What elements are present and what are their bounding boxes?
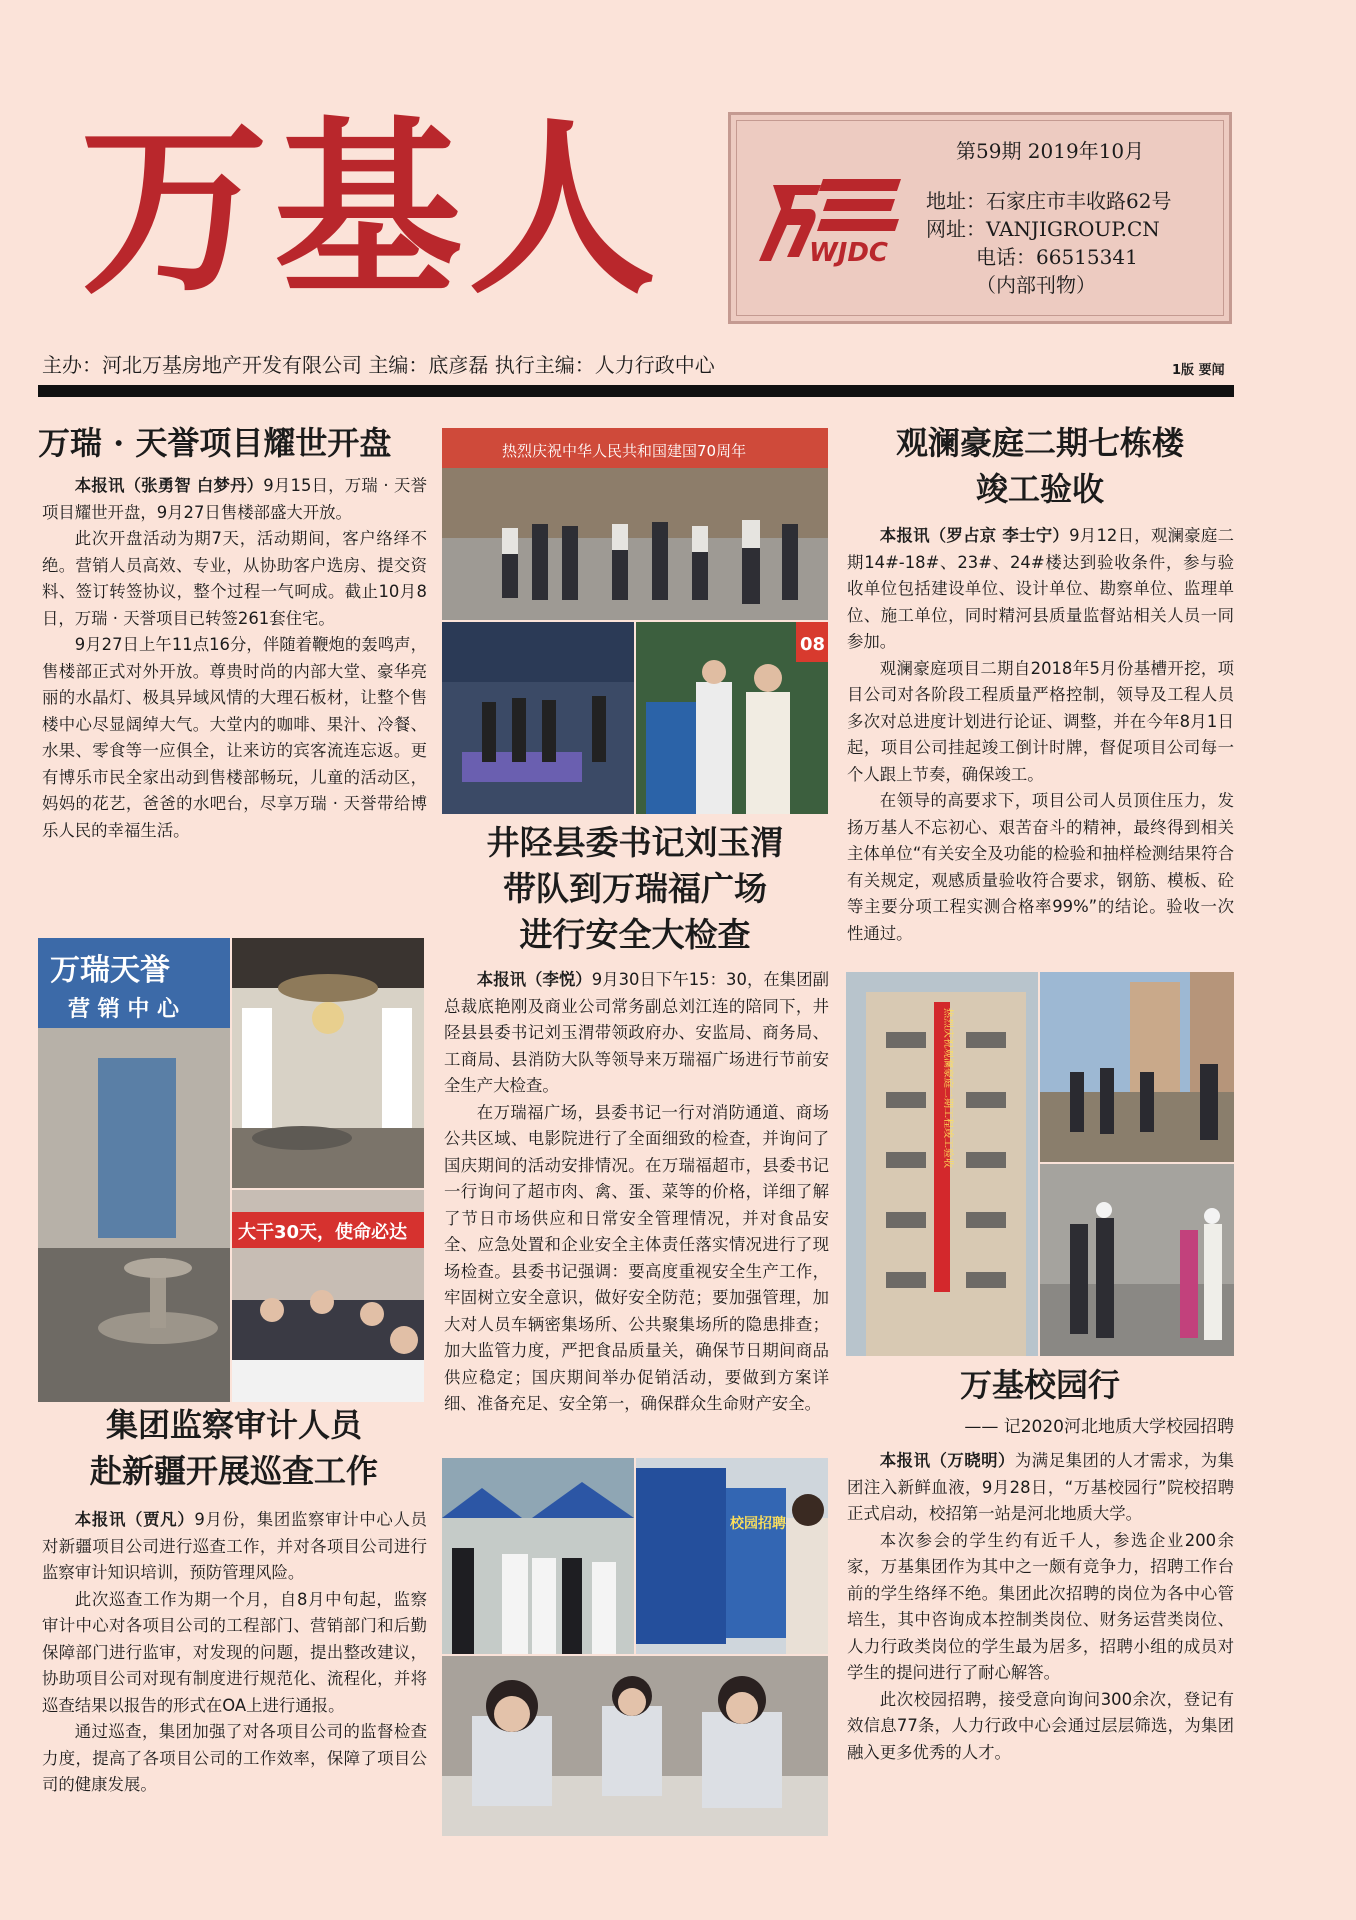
campus-body bbox=[847, 1448, 1234, 1766]
issue-number: 第59期 2019年10月 bbox=[956, 139, 1145, 163]
tianyu-paragraph-2: 此次开盘活动为期7天，活动期间，客户络绎不绝。营销人员高效、专业，从协助客户选房、提交资料、签订转签协议，整个过程一气呵成。截止10月8日，万瑞 · 天誉项目已转签261套住宅。 bbox=[42, 529, 427, 628]
safety-supermarket-photo bbox=[636, 622, 828, 814]
audit-paragraph-3: 通过巡查，集团加强了对各项目公司的监督检查力度，提高了各项目公司的工作效率，保障了项目公司的健康发展。 bbox=[42, 1722, 427, 1794]
masthead-title: 万基人 bbox=[80, 99, 662, 320]
sales-banner-text: 大干30天，使命必达 bbox=[238, 1222, 408, 1243]
guanlan-headline bbox=[846, 420, 1234, 512]
campus-paragraph-2: 本次参会的学生约有近千人，参选企业200余家，万基集团作为其中之一颇有竞争力，招聘工作台前的学生络绎不绝。集团此次招聘的岗位为各中心管培生，其中咨询成本控制类岗位、财务运营类岗位、人力行政类岗位的学生最为居多，招聘小组的成员对学生的提问进行了耐心解答。 bbox=[847, 1530, 1234, 1682]
guanlan-paragraph-3: 在领导的高要求下，项目公司人员顶住压力，发扬万基人不忘初心、艰苦奋斗的精神，最终得到相关主体单位“有关安全及功能的检验和抽样检测结果符合有关规定，观感质量验收符合要求，钢筋、模板、砼等主要分项工程实测合格率99%”的结论。验收一次性通过。 bbox=[847, 791, 1234, 943]
campus-paragraph-3: 此次校园招聘，接受意向询问300余次，登记有效信息77条，人力行政中心会通过层层筛选，为集团融入更多优秀的人才。 bbox=[847, 1689, 1234, 1762]
campus-interview-photo bbox=[442, 1656, 828, 1836]
campus-paragraph-1: 本报讯（万晓明）为满足集团的人才需求，为集团注入新鲜血液，9月28日，“万基校园行”院校招聘正式启动，校招第一站是河北地质大学。 bbox=[847, 1451, 1234, 1523]
audit-paragraph-1: 本报讯（贾凡）9月份，集团监察审计中心人员对新疆项目公司进行巡查工作，并对各项目公司进行监察审计知识培训，预防管理风险。 bbox=[42, 1510, 427, 1582]
guanlan-site-visit-photo bbox=[1040, 972, 1234, 1162]
safety-inspection-street-photo bbox=[442, 428, 828, 620]
wjdc-logo bbox=[751, 165, 911, 275]
sales-sign-subtext: 营 销 中 心 bbox=[68, 997, 179, 1022]
campus-poster-text: 校园招聘 bbox=[730, 1516, 786, 1532]
safety-body bbox=[444, 967, 829, 1418]
campus-subhead: —— 记2020河北地质大学校园招聘 bbox=[964, 1417, 1234, 1437]
address-line: 地址：石家庄市丰收路62号 bbox=[926, 189, 1172, 213]
safety-headline-line-2: 带队到万瑞福广场 bbox=[503, 869, 767, 908]
campus-headline: 万基校园行 bbox=[959, 1366, 1120, 1404]
campus-booth-photo-2 bbox=[636, 1458, 828, 1654]
phone-line: 电话：66515341 bbox=[976, 245, 1138, 269]
safety-mall-hall-photo bbox=[442, 622, 634, 814]
audit-headline-line-1: 集团监察审计人员 bbox=[105, 1406, 362, 1444]
guanlan-paragraph-1: 本报讯（罗占京 李士宁）9月12日，观澜豪庭二期14#-18#、23#、24#楼达到验收条件，参与验收单位包括建设单位、设计单位、勘察单位、监理单位、施工单位，同时精河县质量监督站相关人员一同参加。 bbox=[847, 526, 1234, 651]
tianyu-headline: 万瑞 · 天誉项目耀世开盘 bbox=[38, 424, 392, 462]
info-lines bbox=[926, 137, 1216, 299]
sponsor-line: 主办：河北万基房地产开发有限公司 主编：底彦磊 执行主编：人力行政中心 bbox=[42, 353, 715, 377]
internal-publication-note: （内部刊物） bbox=[976, 273, 1096, 297]
safety-byline: 本报讯（李悦） bbox=[476, 970, 592, 989]
guanlan-headline-line-2: 竣工验收 bbox=[975, 470, 1104, 508]
sales-center-exterior-photo bbox=[38, 938, 230, 1402]
page-label: 1版 要闻 bbox=[1172, 363, 1225, 378]
guanlan-banner-text: 热烈庆祝观澜豪庭二期工程竣工验收 bbox=[942, 1008, 953, 1168]
tianyu-byline: 本报讯（张勇智 白梦丹） bbox=[74, 476, 264, 495]
tianyu-body bbox=[42, 473, 427, 844]
safety-headline-line-3: 进行安全大检查 bbox=[519, 915, 751, 954]
audit-byline: 本报讯（贾凡） bbox=[74, 1510, 195, 1529]
guanlan-indoor-inspection-photo bbox=[1040, 1164, 1234, 1356]
safety-banner-text: 热烈庆祝中华人民共和国建国70周年 bbox=[502, 442, 747, 460]
safety-paragraph-2: 在万瑞福广场，县委书记一行对消防通道、商场公共区域、电影院进行了全面细致的检查，并询问了国庆期间的活动安排情况。在万瑞福超市，县委书记一行询问了超市肉、禽、蛋、菜等的价格，详细了解了节日市场供应和日常安全管理情况，并对食品安全、应急处置和企业安全主体责任落实情况进行了现场检查。县委书记强调：要高度重视安全生产工作，牢固树立安全意识，做好安全防范；要加强管理，加大对人员车辆密集场所、公共聚集场所的隐患排查；加大监管力度，严把食品质量关，确保节日期间商品供应稳定；国庆期间举办促销活动，要做到方案详细、准备充足、安全第一，确保群众生命财产安全。 bbox=[444, 1102, 829, 1413]
campus-booth-photo-1 bbox=[442, 1458, 634, 1654]
website-line: 网址：VANJIGROUP.CN bbox=[926, 217, 1160, 241]
safety-headline bbox=[440, 820, 830, 958]
sales-sign-text: 万瑞天誉 bbox=[50, 953, 170, 988]
masthead-rule bbox=[38, 385, 1234, 397]
tianyu-paragraph-3: 9月27日上午11点16分，伴随着鞭炮的轰鸣声，售楼部正式对外开放。尊贵时尚的内部大堂、豪华亮丽的水晶灯、极具异域风情的大理石板材，让整个售楼中心尽显阔绰大气。大堂内的咖啡、果汁、冷餐、水果、零食等一应俱全，让来访的宾客流连忘返。更有博乐市民全家出动到售楼部畅玩，儿童的活动区，妈妈的花艺，爸爸的水吧台，尽享万瑞 · 天誉带给博乐人民的幸福生活。 bbox=[42, 635, 427, 840]
price-tag-text: 08 bbox=[800, 634, 826, 655]
guanlan-paragraph-2: 观澜豪庭项目二期自2018年5月份基槽开挖，项目公司对各阶段工程质量严格控制，领导及工程人员多次对总进度计划进行论证、调整，并在今年8月1日起，项目公司挂起竣工倒计时牌，督促项目公司每一个人跟上节奏，确保竣工。 bbox=[847, 658, 1234, 784]
guanlan-building-photo bbox=[846, 972, 1038, 1356]
guanlan-byline: 本报讯（罗占京 李士宁） bbox=[879, 526, 1070, 545]
audit-headline bbox=[38, 1402, 430, 1494]
audit-paragraph-2: 此次巡查工作为期一个月，自8月中旬起，监察审计中心对各项目公司的工程部门、营销部门和后勤保障部门进行监审，对发现的问题，提出整改建议，协助项目公司对现有制度进行规范化、流程化，并将巡查结果以报告的形式在OA上进行通报。 bbox=[42, 1589, 427, 1715]
tianyu-paragraph-1: 本报讯（张勇智 白梦丹）9月15日，万瑞 · 天誉项目耀世开盘，9月27日售楼部盛大开放。 bbox=[42, 476, 427, 522]
safety-headline-line-1: 井陉县委书记刘玉渭 bbox=[486, 823, 784, 862]
guanlan-body bbox=[847, 523, 1234, 947]
sales-staff-meeting-photo bbox=[232, 1190, 424, 1402]
audit-headline-line-2: 赴新疆开展巡查工作 bbox=[89, 1452, 378, 1490]
sales-lobby-photo bbox=[232, 938, 424, 1188]
campus-byline: 本报讯（万晓明） bbox=[879, 1451, 1015, 1470]
safety-paragraph-1: 本报讯（李悦）9月30日下午15：30，在集团副总裁底艳刚及商业公司常务副总刘江连的陪同下，井陉县县委书记刘玉渭带领政府办、安监局、商务局、工商局、县消防大队等领导来万瑞福广场进行节前安全生产大检查。 bbox=[444, 970, 830, 1095]
guanlan-headline-line-1: 观澜豪庭二期七栋楼 bbox=[895, 424, 1184, 462]
logo-text: WJDC bbox=[809, 238, 889, 268]
masthead-info-box bbox=[728, 112, 1232, 324]
audit-body bbox=[42, 1507, 427, 1799]
